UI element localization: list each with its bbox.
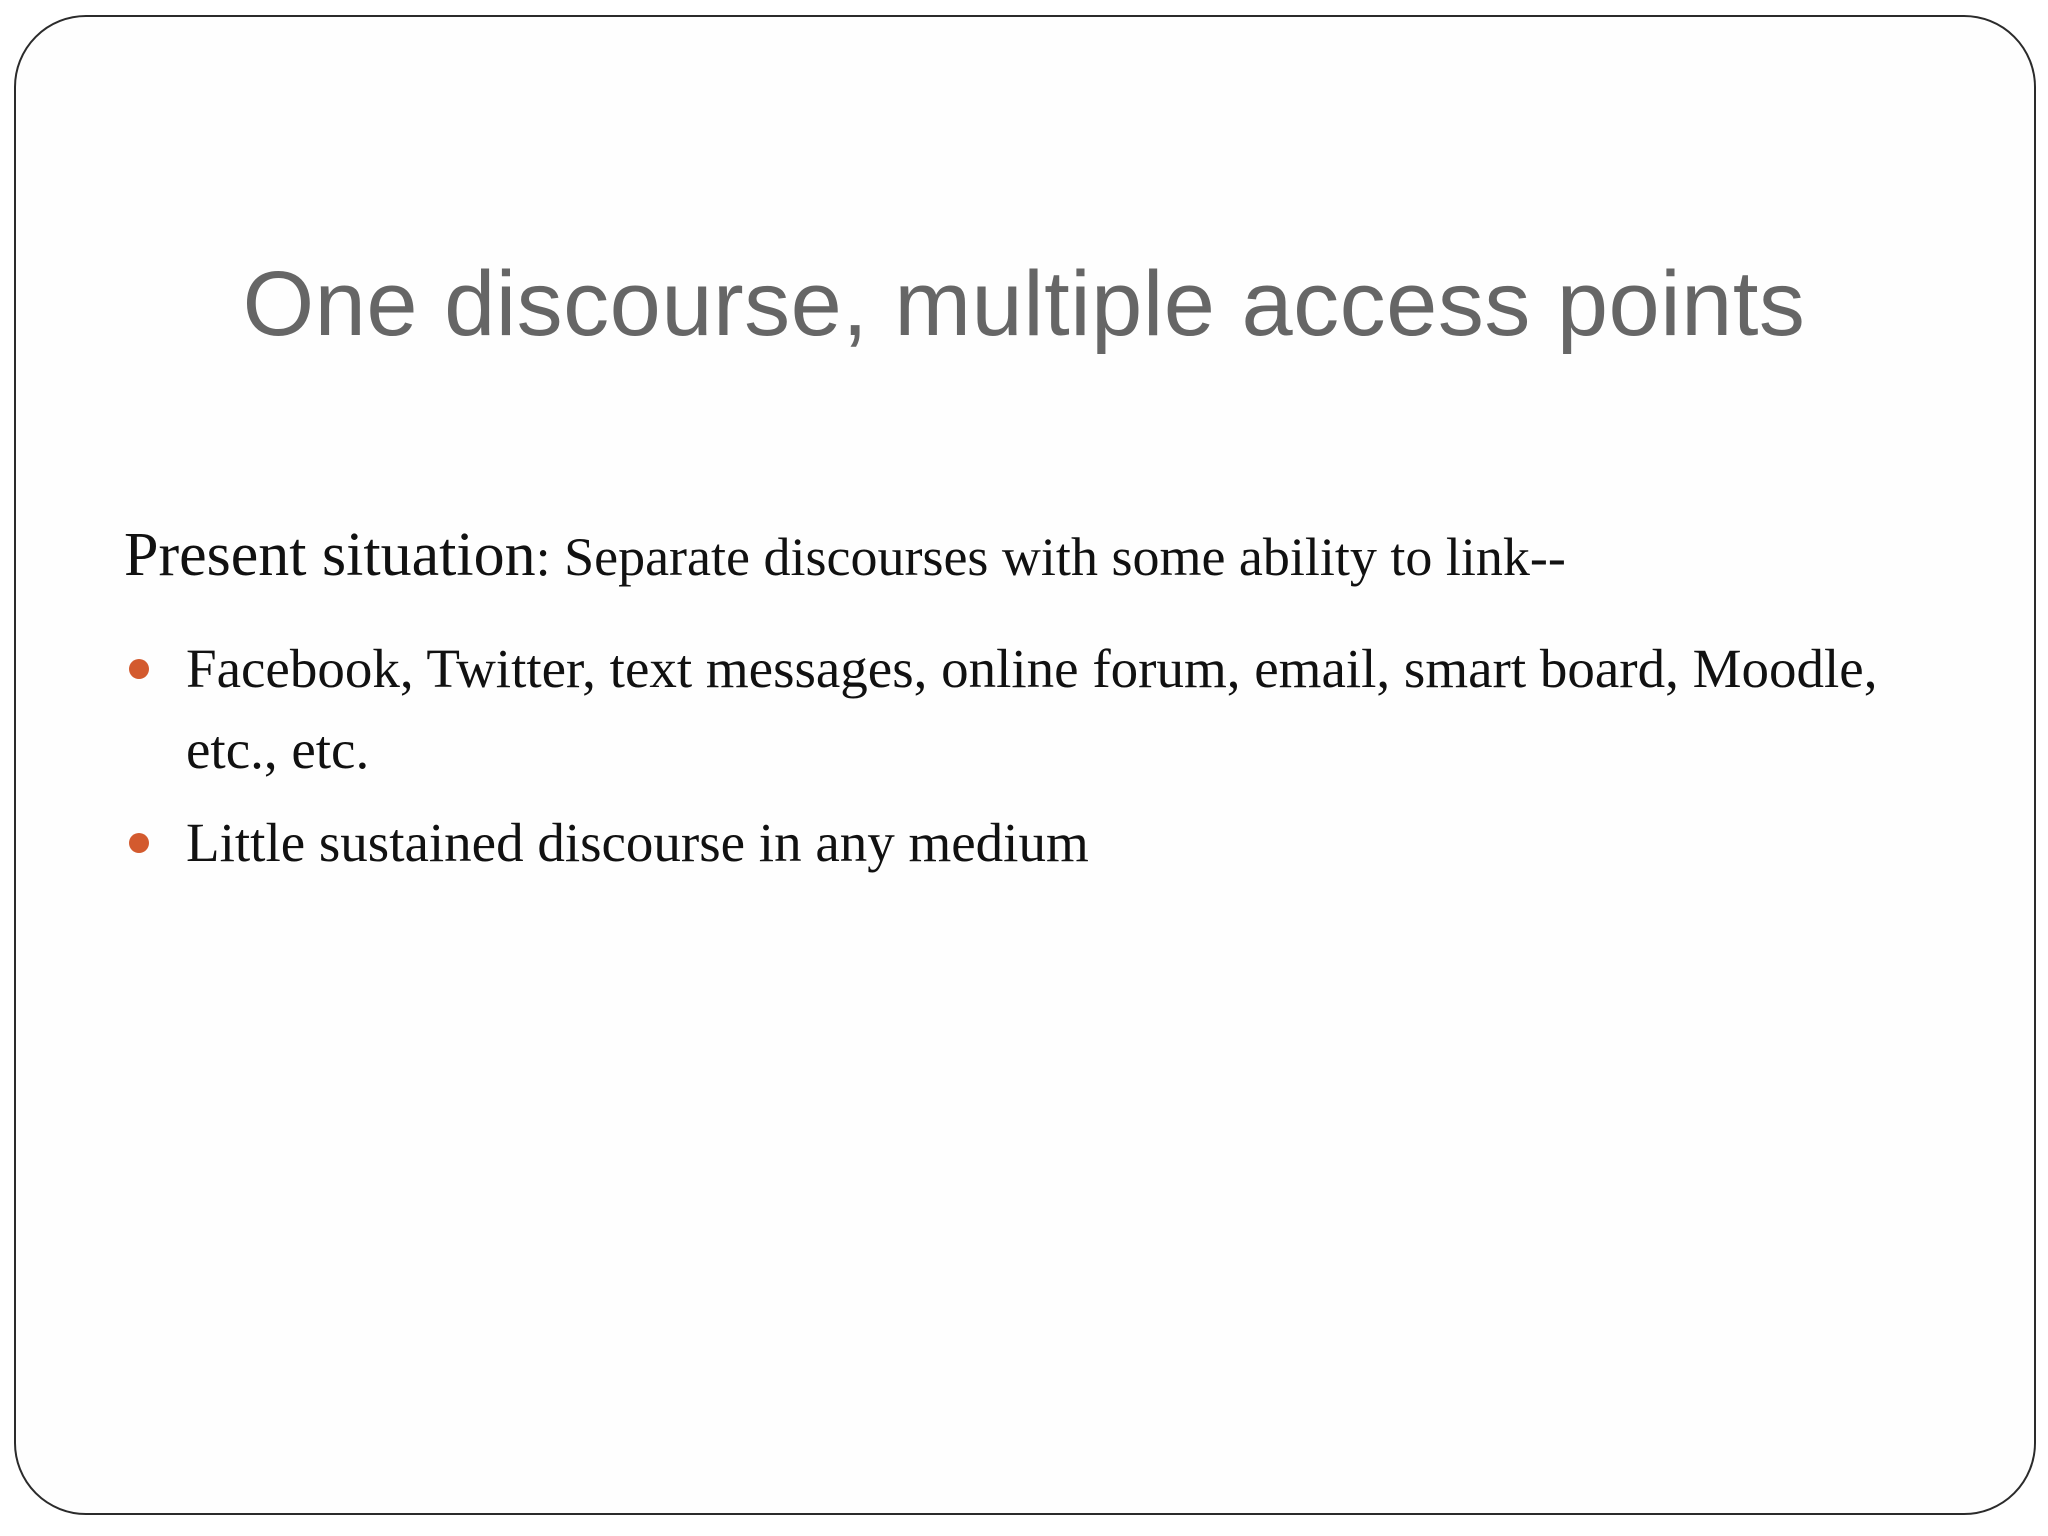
lead-heading: Present situation (124, 521, 536, 589)
bullet-text: Facebook, Twitter, text messages, online forum, email, smart board, Moodle, etc., etc. (186, 638, 1878, 780)
bullet-text: Little sustained discourse in any medium (186, 812, 1089, 873)
bullet-item (124, 802, 1924, 883)
bullet-list (124, 628, 1924, 883)
bullet-item (124, 628, 1924, 790)
slide-title: One discourse, multiple access points (242, 253, 1806, 355)
slide-body (124, 520, 1924, 883)
lead-text: : Separate discourses with some ability to link-- (535, 527, 1566, 587)
bullet-icon (129, 659, 149, 679)
bullet-icon (129, 833, 149, 853)
lead-line (124, 520, 1924, 606)
